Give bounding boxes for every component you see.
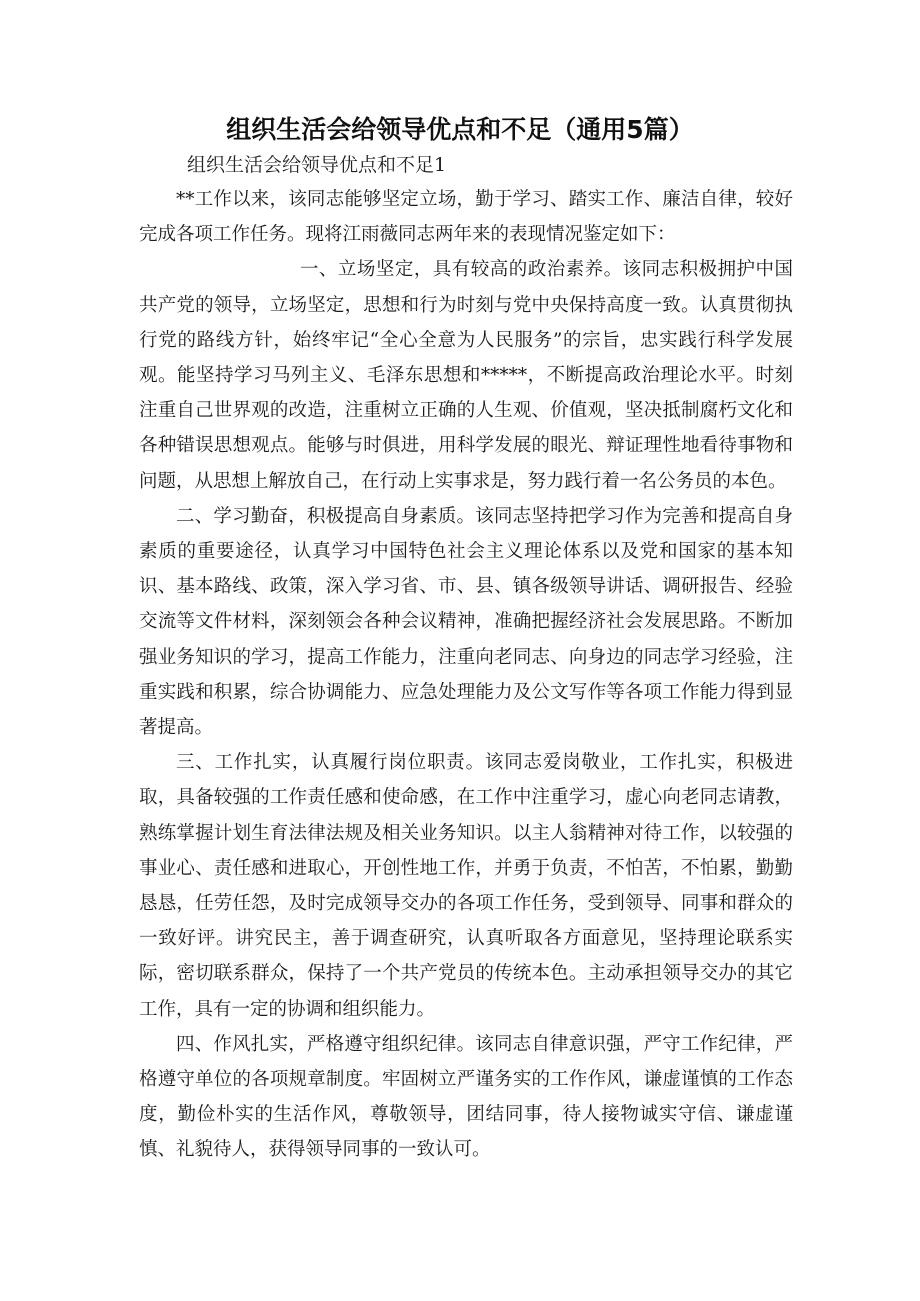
document-title: 组织生活会给领导优点和不足（通用5篇） — [226, 115, 694, 144]
paragraph-intro: **工作以来，该同志能够坚定立场，勤于学习、踏实工作、廉洁自律，较好完成各项工作任务。现将江雨薇同志两年来的表现情况鉴定如下： — [139, 189, 793, 246]
document-body — [139, 182, 793, 1168]
paragraph-work: 三、工作扎实，认真履行岗位职责。该同志爱岗敬业，工作扎实，积极进取，具备较强的工作责任感和使命感，在工作中注重学习，虚心向老同志请教，熟练掌握计划生育法律法规及相关业务知识。以主人翁精神对待工作，以较强的事业心、责任感和进取心，开创性地工作，并勇于负责，不怕苦，不怕累，勤勤恳恳，任劳任怨，及时完成领导交办的各项工作任务，受到领导、同事和群众的一致好评。讲究民主，善于调查研究，认真听取各方面意见，坚持理论联系实际，密切联系群众，保持了一个共产党员的传统本色。主动承担领导交办的其它工作，具有一定的协调和组织能力。 — [139, 752, 793, 1020]
document-subtitle: 组织生活会给领导优点和不足1 — [187, 154, 447, 176]
paragraph-discipline: 四、作风扎实，严格遵守组织纪律。该同志自律意识强，严守工作纪律，严格遵守单位的各项规章制度。牢固树立严谨务实的工作作风，谦虚谨慎的工作态度，勤俭朴实的生活作风，尊敬领导，团结同事，待人接物诚实守信、谦虚谨慎、礼貌待人，获得领导同事的一致认可。 — [139, 1033, 793, 1161]
paragraph-political: 一、立场坚定，具有较高的政治素养。该同志积极拥护中国共产党的领导，立场坚定，思想和行为时刻与党中央保持高度一致。认真贯彻执行党的路线方针，始终牢记“全心全意为人民服务”的宗旨，忠实践行科学发展观。能坚持学习马列主义、毛泽东思想和*****，不断提高政治理论水平。时刻注重自己世界观的改造，注重树立正确的人生观、价值观，坚决抵制腐朽文化和各种错误思想观点。能够与时俱进，用科学发展的眼光、辩证理性地看待事物和问题，从思想上解放自己，在行动上实事求是，努力践行着一名公务员的本色。 — [139, 259, 793, 492]
paragraph-study: 二、学习勤奋，积极提高自身素质。该同志坚持把学习作为完善和提高自身素质的重要途径，认真学习中国特色社会主义理论体系以及党和国家的基本知识、基本路线、政策，深入学习省、市、县、镇各级领导讲话、调研报告、经验交流等文件材料，深刻领会各种会议精神，准确把握经济社会发展思路。不断加强业务知识的学习，提高工作能力，注重向老同志、向身边的同志学习经验，注重实践和积累，综合协调能力、应急处理能力及公文写作等各项工作能力得到显著提高。 — [139, 505, 793, 739]
